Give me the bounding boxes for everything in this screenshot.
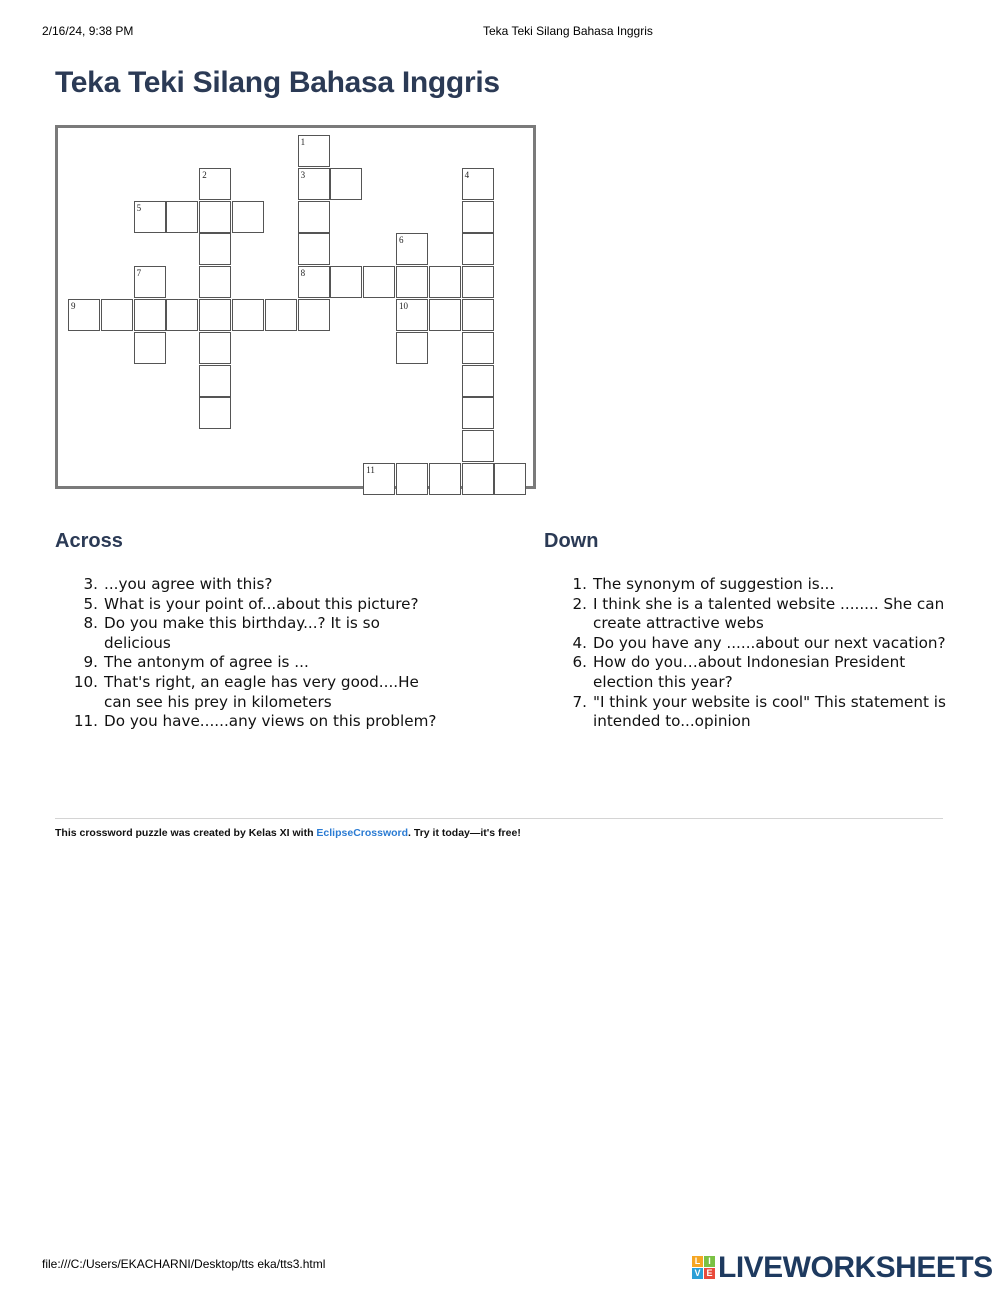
cell-number: 4: [464, 169, 470, 180]
credit-line: [55, 827, 521, 839]
cell-number: 9: [71, 301, 76, 311]
crossword-cell[interactable]: [298, 168, 330, 200]
crossword-cell[interactable]: [462, 397, 494, 429]
crossword-cell[interactable]: [462, 201, 494, 233]
across-clue: [70, 712, 450, 732]
footer-divider: [55, 818, 943, 819]
crossword-cell[interactable]: [199, 266, 231, 298]
crossword-cell[interactable]: [462, 332, 494, 364]
across-clue: [70, 614, 450, 653]
crossword-cell[interactable]: [199, 233, 231, 265]
crossword-cell[interactable]: [396, 332, 428, 364]
down-clue: [559, 595, 949, 634]
credit-prefix: This crossword puzzle was created by Kelas XI with: [55, 827, 317, 839]
crossword-cell[interactable]: [134, 299, 166, 331]
crossword-cell[interactable]: [396, 266, 428, 298]
across-clue: [70, 653, 450, 673]
file-path: file:///C:/Users/EKACHARNI/Desktop/tts eka/tts3.html: [42, 1257, 326, 1271]
crossword-cell[interactable]: [199, 168, 231, 200]
crossword-cell[interactable]: [199, 201, 231, 233]
liveworksheets-badge-icon: L I V E: [692, 1256, 716, 1280]
across-clue: [70, 673, 450, 712]
crossword-cell[interactable]: [134, 201, 166, 233]
crossword-cell[interactable]: [199, 397, 231, 429]
clue-text: ...you agree with this?: [104, 575, 273, 593]
crossword-cell[interactable]: [134, 266, 166, 298]
clue-number: 10.: [73, 672, 98, 691]
clue-number: 2.: [572, 594, 587, 613]
down-clue-list: [559, 575, 949, 732]
cell-number: 5: [136, 202, 142, 213]
crossword-cell[interactable]: [363, 463, 395, 495]
cell-number: 11: [366, 465, 375, 475]
crossword-cell[interactable]: [494, 463, 526, 495]
across-clue: [70, 595, 450, 615]
across-heading: Across: [55, 530, 123, 552]
crossword-cell[interactable]: [101, 299, 133, 331]
down-heading: Down: [544, 530, 599, 552]
crossword-cell[interactable]: [68, 299, 100, 331]
print-date: 2/16/24, 9:38 PM: [42, 24, 134, 38]
clue-text: Do you make this birthday...? It is so delicious: [104, 614, 380, 652]
crossword-cell[interactable]: [199, 365, 231, 397]
crossword-cell[interactable]: [134, 332, 166, 364]
clue-text: I think she is a talented website ........ She can create attractive webs: [593, 594, 945, 633]
crossword-cell[interactable]: [462, 266, 494, 298]
page-title: Teka Teki Silang Bahasa Inggris: [55, 66, 500, 99]
clue-text: The antonym of agree is ...: [104, 653, 309, 672]
crossword-cell[interactable]: [199, 299, 231, 331]
across-clue-list: [70, 575, 450, 732]
crossword-cell[interactable]: [298, 299, 330, 331]
cell-number: 6: [399, 235, 404, 246]
cell-number: 2: [202, 169, 207, 180]
clue-number: 4.: [572, 633, 587, 652]
crossword-cell[interactable]: [298, 233, 330, 265]
down-clue: [559, 634, 949, 654]
logo-text: LIVEWORKSHEETS: [718, 1251, 993, 1284]
down-clue: [559, 653, 949, 692]
crossword-cell[interactable]: [199, 332, 231, 364]
clue-text: The synonym of suggestion is...: [593, 575, 835, 593]
crossword-grid: [55, 125, 536, 489]
clue-number: 6.: [572, 653, 587, 672]
print-title: Teka Teki Silang Bahasa Inggris: [483, 24, 653, 38]
crossword-cell[interactable]: [396, 463, 428, 495]
clue-number: 9.: [83, 653, 98, 672]
crossword-cell[interactable]: [396, 299, 428, 331]
crossword-cell[interactable]: [298, 201, 330, 233]
clue-number: 3.: [83, 575, 98, 593]
down-clue: [559, 575, 949, 595]
down-clue: [559, 693, 949, 732]
clue-number: 11.: [73, 712, 98, 731]
clue-text: Do you have any ......about our next vacation?: [593, 633, 946, 652]
crossword-cell[interactable]: [396, 233, 428, 265]
clue-text: "I think your website is cool" This statement is intended to...opinion: [593, 692, 946, 731]
crossword-cell[interactable]: [232, 299, 264, 331]
eclipsecrossword-link[interactable]: EclipseCrossword: [316, 827, 409, 839]
clue-text: What is your point of...about this picture?: [104, 594, 419, 613]
crossword-cell[interactable]: [330, 168, 362, 200]
clue-number: 8.: [83, 614, 98, 633]
crossword-cell[interactable]: [462, 299, 494, 331]
crossword-cell[interactable]: [298, 266, 330, 298]
crossword-cell[interactable]: [265, 299, 297, 331]
clue-number: 1.: [572, 575, 587, 593]
clue-text: That's right, an eagle has very good....He can see his prey in kilometers: [104, 672, 419, 711]
print-header: [42, 24, 958, 40]
cell-number: 1: [300, 137, 306, 147]
crossword-cell[interactable]: [462, 430, 494, 462]
crossword-cell[interactable]: [429, 463, 461, 495]
crossword-cell[interactable]: [462, 365, 494, 397]
clue-text: Do you have......any views on this problem?: [104, 712, 437, 731]
crossword-cell[interactable]: [462, 233, 494, 265]
cell-number: 3: [300, 169, 306, 180]
across-clue: [70, 575, 450, 595]
crossword-cell[interactable]: [330, 266, 362, 298]
liveworksheets-logo[interactable]: [692, 1252, 993, 1284]
crossword-cell[interactable]: [166, 299, 198, 331]
crossword-cell[interactable]: [298, 135, 330, 167]
clue-text: How do you…about Indonesian President election this year?: [593, 653, 906, 691]
crossword-cell[interactable]: [462, 168, 494, 200]
crossword-cell[interactable]: [363, 266, 395, 298]
credit-suffix: . Try it today—it's free!: [408, 827, 521, 839]
crossword-cell[interactable]: [232, 201, 264, 233]
clue-number: 7.: [572, 692, 587, 711]
crossword-cell[interactable]: [462, 463, 494, 495]
cell-number: 10: [399, 301, 408, 311]
crossword-cell[interactable]: [166, 201, 198, 233]
cell-number: 8: [300, 268, 306, 279]
clue-number: 5.: [83, 594, 98, 613]
cell-number: 7: [136, 268, 142, 279]
crossword-cell[interactable]: [429, 266, 461, 298]
crossword-cell[interactable]: [429, 299, 461, 331]
